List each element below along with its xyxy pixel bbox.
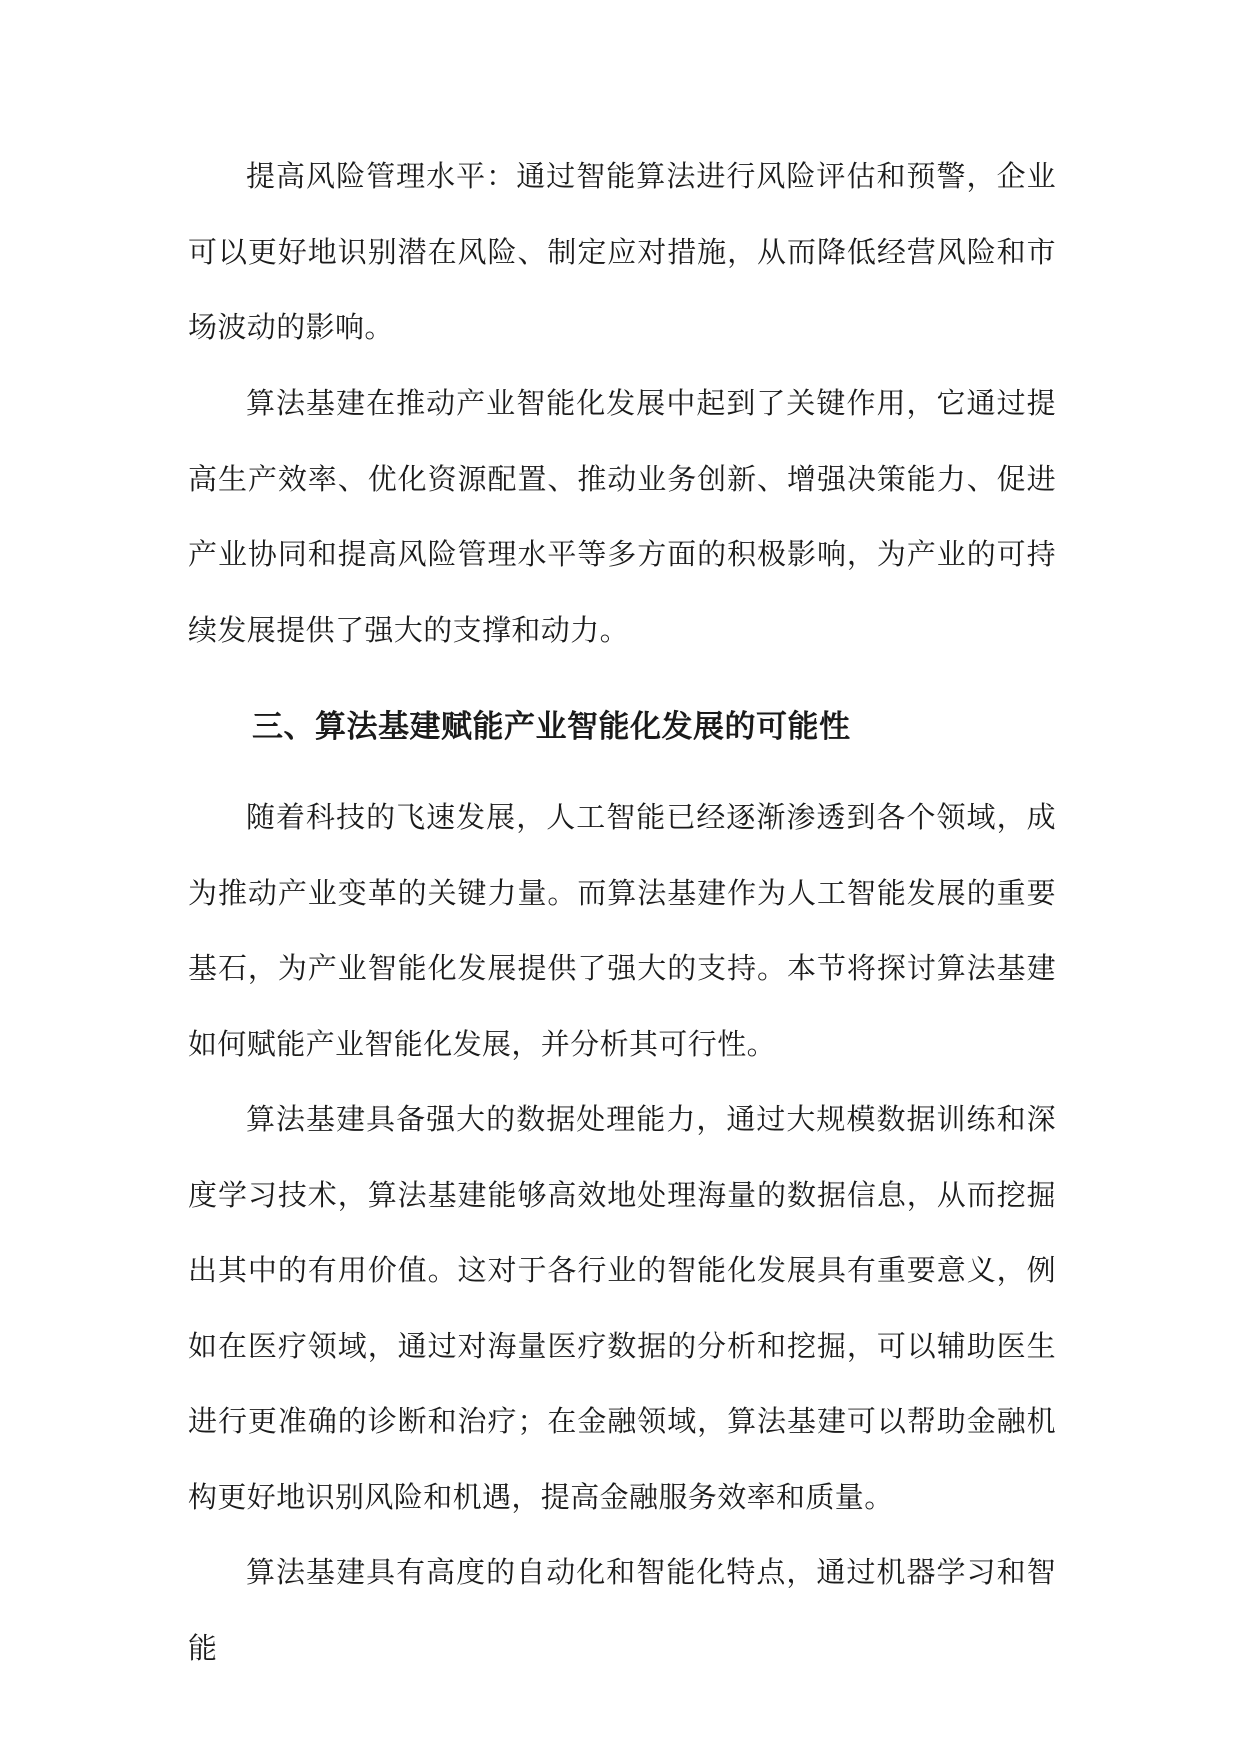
paragraph-risk-management: 提高风险管理水平：通过智能算法进行风险评估和预警，企业可以更好地识别潜在风险、制定应对措施，从而降低经营风险和市场波动的影响。 xyxy=(188,159,1056,344)
paragraph-automation: 算法基建具有高度的自动化和智能化特点，通过机器学习和智能 xyxy=(188,1555,1056,1665)
paragraph-ai-development: 随着科技的飞速发展，人工智能已经逐渐渗透到各个领域，成为推动产业变革的关键力量。而算法基建作为人工智能发展的重要基石，为产业智能化发展提供了强大的支持。本节将探讨算法基建如何赋能产业智能化发展，并分析其可行性。 xyxy=(188,800,1056,1061)
paragraph-data-processing: 算法基建具备强大的数据处理能力，通过大规模数据训练和深度学习技术，算法基建能够高效地处理海量的数据信息，从而挖掘出其中的有用价值。这对于各行业的智能化发展具有重要意义，例如在医疗领域，通过对海量医疗数据的分析和挖掘，可以辅助医生进行更准确的诊断和治疗；在金融领域，算法基建可以帮助金融机构更好地识别风险和机遇，提高金融服务效率和质量。 xyxy=(188,1102,1056,1514)
paragraph-algorithm-infrastructure-role: 算法基建在推动产业智能化发展中起到了关键作用，它通过提高生产效率、优化资源配置、推动业务创新、增强决策能力、促进产业协同和提高风险管理水平等多方面的积极影响，为产业的可持续发展提供了强大的支撑和动力。 xyxy=(188,386,1056,647)
section-heading: 三、算法基建赋能产业智能化发展的可能性 xyxy=(252,709,851,745)
